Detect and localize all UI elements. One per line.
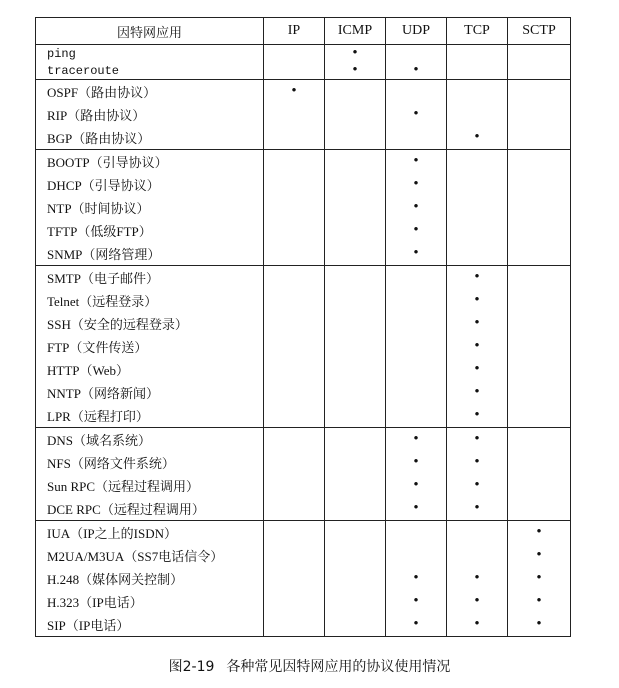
cell-udp <box>386 219 447 242</box>
cell-sctp <box>508 266 571 290</box>
protocol-usage-table <box>35 17 571 637</box>
cell-icmp <box>325 544 386 567</box>
usage-dot-icon: • <box>474 454 480 470</box>
table-row <box>36 451 571 474</box>
usage-dot-icon: • <box>413 616 419 632</box>
cell-ip <box>264 358 325 381</box>
table-row <box>36 242 571 266</box>
table-row <box>36 567 571 590</box>
usage-dot-icon: • <box>413 570 419 586</box>
cell-ip <box>264 242 325 266</box>
cell-ip <box>264 150 325 174</box>
usage-dot-icon: • <box>536 616 542 632</box>
cell-ip <box>264 428 325 452</box>
table-header <box>36 18 571 45</box>
application-name: SNMP（网络管理） <box>36 242 264 266</box>
application-name: ping <box>36 45 264 63</box>
cell-tcp <box>447 404 508 428</box>
cell-udp <box>386 613 447 637</box>
cell-ip <box>264 544 325 567</box>
table-row <box>36 404 571 428</box>
application-name: NFS（网络文件系统） <box>36 451 264 474</box>
cell-tcp <box>447 242 508 266</box>
cell-tcp <box>447 62 508 80</box>
cell-ip <box>264 613 325 637</box>
cell-tcp <box>447 497 508 521</box>
cell-icmp <box>325 62 386 80</box>
cell-tcp <box>447 173 508 196</box>
cell-udp <box>386 103 447 126</box>
cell-ip <box>264 521 325 545</box>
cell-icmp <box>325 613 386 637</box>
cell-tcp <box>447 266 508 290</box>
cell-ip <box>264 335 325 358</box>
cell-icmp <box>325 381 386 404</box>
table-row <box>36 62 571 80</box>
application-name: SSH（安全的远程登录） <box>36 312 264 335</box>
cell-tcp <box>447 381 508 404</box>
table-row <box>36 497 571 521</box>
cell-udp <box>386 335 447 358</box>
usage-dot-icon: • <box>474 570 480 586</box>
cell-udp <box>386 404 447 428</box>
cell-udp <box>386 381 447 404</box>
table-row <box>36 381 571 404</box>
cell-icmp <box>325 266 386 290</box>
application-name: Sun RPC（远程过程调用） <box>36 474 264 497</box>
cell-tcp <box>447 289 508 312</box>
cell-udp <box>386 451 447 474</box>
application-name: traceroute <box>36 62 264 80</box>
cell-sctp <box>508 358 571 381</box>
cell-icmp <box>325 80 386 104</box>
application-name: BGP（路由协议） <box>36 126 264 150</box>
usage-dot-icon: • <box>474 593 480 609</box>
figure-caption <box>0 656 619 676</box>
application-name: OSPF（路由协议） <box>36 80 264 104</box>
cell-sctp <box>508 590 571 613</box>
cell-icmp <box>325 173 386 196</box>
cell-sctp <box>508 150 571 174</box>
application-name: Telnet（远程登录） <box>36 289 264 312</box>
usage-dot-icon: • <box>474 384 480 400</box>
cell-udp <box>386 521 447 545</box>
usage-dot-icon: • <box>474 477 480 493</box>
cell-icmp <box>325 335 386 358</box>
cell-udp <box>386 45 447 63</box>
usage-dot-icon: • <box>474 500 480 516</box>
cell-sctp <box>508 428 571 452</box>
cell-icmp <box>325 312 386 335</box>
cell-icmp <box>325 474 386 497</box>
usage-dot-icon: • <box>536 524 542 540</box>
cell-icmp <box>325 590 386 613</box>
cell-tcp <box>447 126 508 150</box>
cell-icmp <box>325 103 386 126</box>
cell-udp <box>386 173 447 196</box>
usage-dot-icon: • <box>536 570 542 586</box>
cell-udp <box>386 428 447 452</box>
application-name: DCE RPC（远程过程调用） <box>36 497 264 521</box>
cell-udp <box>386 474 447 497</box>
cell-icmp <box>325 150 386 174</box>
usage-dot-icon: • <box>413 222 419 238</box>
cell-tcp <box>447 428 508 452</box>
cell-ip <box>264 474 325 497</box>
cell-icmp <box>325 428 386 452</box>
cell-udp <box>386 312 447 335</box>
cell-sctp <box>508 381 571 404</box>
application-name: NNTP（网络新闻） <box>36 381 264 404</box>
cell-udp <box>386 80 447 104</box>
usage-dot-icon: • <box>474 292 480 308</box>
table-row <box>36 335 571 358</box>
cell-tcp <box>447 312 508 335</box>
cell-tcp <box>447 544 508 567</box>
usage-dot-icon: • <box>413 477 419 493</box>
table-row <box>36 103 571 126</box>
table-row <box>36 474 571 497</box>
cell-ip <box>264 80 325 104</box>
cell-sctp <box>508 126 571 150</box>
cell-ip <box>264 173 325 196</box>
cell-sctp <box>508 103 571 126</box>
cell-ip <box>264 451 325 474</box>
cell-icmp <box>325 567 386 590</box>
header-icmp: ICMP <box>325 18 386 45</box>
cell-tcp <box>447 451 508 474</box>
cell-sctp <box>508 312 571 335</box>
cell-sctp <box>508 219 571 242</box>
cell-tcp <box>447 521 508 545</box>
table-row <box>36 219 571 242</box>
cell-sctp <box>508 242 571 266</box>
usage-dot-icon: • <box>413 62 419 78</box>
usage-dot-icon: • <box>413 245 419 261</box>
header-tcp: TCP <box>447 18 508 45</box>
cell-icmp <box>325 289 386 312</box>
application-name: SMTP（电子邮件） <box>36 266 264 290</box>
cell-udp <box>386 590 447 613</box>
application-name: SIP（IP电话） <box>36 613 264 637</box>
cell-udp <box>386 358 447 381</box>
cell-ip <box>264 103 325 126</box>
usage-dot-icon: • <box>474 361 480 377</box>
usage-dot-icon: • <box>474 338 480 354</box>
cell-udp <box>386 289 447 312</box>
cell-ip <box>264 266 325 290</box>
cell-ip <box>264 45 325 63</box>
application-name: H.248（媒体网关控制） <box>36 567 264 590</box>
table-row <box>36 266 571 290</box>
table-row <box>36 45 571 63</box>
cell-ip <box>264 219 325 242</box>
usage-dot-icon: • <box>536 593 542 609</box>
cell-ip <box>264 404 325 428</box>
application-name: FTP（文件传送） <box>36 335 264 358</box>
cell-sctp <box>508 497 571 521</box>
usage-dot-icon: • <box>413 454 419 470</box>
cell-ip <box>264 126 325 150</box>
cell-tcp <box>447 196 508 219</box>
usage-dot-icon: • <box>413 431 419 447</box>
usage-dot-icon: • <box>536 547 542 563</box>
table-row <box>36 173 571 196</box>
table-row <box>36 196 571 219</box>
table-row <box>36 358 571 381</box>
application-name: NTP（时间协议） <box>36 196 264 219</box>
table-row <box>36 428 571 452</box>
application-name: DHCP（引导协议） <box>36 173 264 196</box>
usage-dot-icon: • <box>474 616 480 632</box>
usage-dot-icon: • <box>474 129 480 145</box>
usage-dot-icon: • <box>413 106 419 122</box>
cell-sctp <box>508 196 571 219</box>
header-application: 因特网应用 <box>36 18 264 45</box>
cell-udp <box>386 62 447 80</box>
cell-udp <box>386 126 447 150</box>
cell-sctp <box>508 289 571 312</box>
cell-tcp <box>447 219 508 242</box>
table-row <box>36 544 571 567</box>
cell-tcp <box>447 45 508 63</box>
table-body <box>36 45 571 637</box>
caption-text: 各种常见因特网应用的协议使用情况 <box>226 659 451 675</box>
header-ip: IP <box>264 18 325 45</box>
application-name: HTTP（Web） <box>36 358 264 381</box>
cell-sctp <box>508 80 571 104</box>
cell-icmp <box>325 358 386 381</box>
cell-ip <box>264 289 325 312</box>
cell-sctp <box>508 335 571 358</box>
cell-tcp <box>447 613 508 637</box>
cell-udp <box>386 266 447 290</box>
cell-udp <box>386 497 447 521</box>
cell-icmp <box>325 196 386 219</box>
usage-dot-icon: • <box>413 593 419 609</box>
cell-ip <box>264 196 325 219</box>
cell-sctp <box>508 451 571 474</box>
cell-icmp <box>325 242 386 266</box>
cell-icmp <box>325 126 386 150</box>
cell-ip <box>264 567 325 590</box>
cell-ip <box>264 312 325 335</box>
cell-sctp <box>508 62 571 80</box>
cell-sctp <box>508 45 571 63</box>
table-row <box>36 312 571 335</box>
table-row <box>36 80 571 104</box>
cell-tcp <box>447 590 508 613</box>
table-row <box>36 289 571 312</box>
usage-dot-icon: • <box>413 199 419 215</box>
application-name: RIP（路由协议） <box>36 103 264 126</box>
cell-sctp <box>508 173 571 196</box>
cell-icmp <box>325 521 386 545</box>
cell-udp <box>386 196 447 219</box>
cell-udp <box>386 567 447 590</box>
application-name: BOOTP（引导协议） <box>36 150 264 174</box>
cell-sctp <box>508 613 571 637</box>
usage-dot-icon: • <box>474 407 480 423</box>
cell-icmp <box>325 45 386 63</box>
cell-udp <box>386 242 447 266</box>
cell-ip <box>264 62 325 80</box>
table-row <box>36 613 571 637</box>
usage-dot-icon: • <box>474 269 480 285</box>
usage-dot-icon: • <box>474 315 480 331</box>
cell-icmp <box>325 404 386 428</box>
cell-tcp <box>447 150 508 174</box>
cell-udp <box>386 150 447 174</box>
usage-dot-icon: • <box>413 176 419 192</box>
usage-dot-icon: • <box>413 153 419 169</box>
usage-dot-icon: • <box>352 45 358 61</box>
application-name: TFTP（低级FTP） <box>36 219 264 242</box>
cell-sctp <box>508 567 571 590</box>
cell-ip <box>264 590 325 613</box>
cell-icmp <box>325 451 386 474</box>
header-sctp: SCTP <box>508 18 571 45</box>
usage-dot-icon: • <box>291 83 297 99</box>
cell-sctp <box>508 521 571 545</box>
cell-tcp <box>447 103 508 126</box>
cell-icmp <box>325 497 386 521</box>
application-name: IUA（IP之上的ISDN） <box>36 521 264 545</box>
cell-tcp <box>447 474 508 497</box>
usage-dot-icon: • <box>352 62 358 78</box>
table-row <box>36 150 571 174</box>
application-name: H.323（IP电话） <box>36 590 264 613</box>
cell-sctp <box>508 544 571 567</box>
table-row <box>36 126 571 150</box>
caption-number: 图2-19 <box>168 659 215 675</box>
header-udp: UDP <box>386 18 447 45</box>
cell-ip <box>264 497 325 521</box>
application-name: LPR（远程打印） <box>36 404 264 428</box>
table-row <box>36 521 571 545</box>
cell-tcp <box>447 358 508 381</box>
cell-icmp <box>325 219 386 242</box>
cell-ip <box>264 381 325 404</box>
cell-sctp <box>508 404 571 428</box>
table-row <box>36 590 571 613</box>
cell-tcp <box>447 567 508 590</box>
cell-tcp <box>447 335 508 358</box>
cell-tcp <box>447 80 508 104</box>
cell-udp <box>386 544 447 567</box>
application-name: M2UA/M3UA（SS7电话信令） <box>36 544 264 567</box>
application-name: DNS（域名系统） <box>36 428 264 452</box>
cell-sctp <box>508 474 571 497</box>
usage-dot-icon: • <box>474 431 480 447</box>
usage-dot-icon: • <box>413 500 419 516</box>
